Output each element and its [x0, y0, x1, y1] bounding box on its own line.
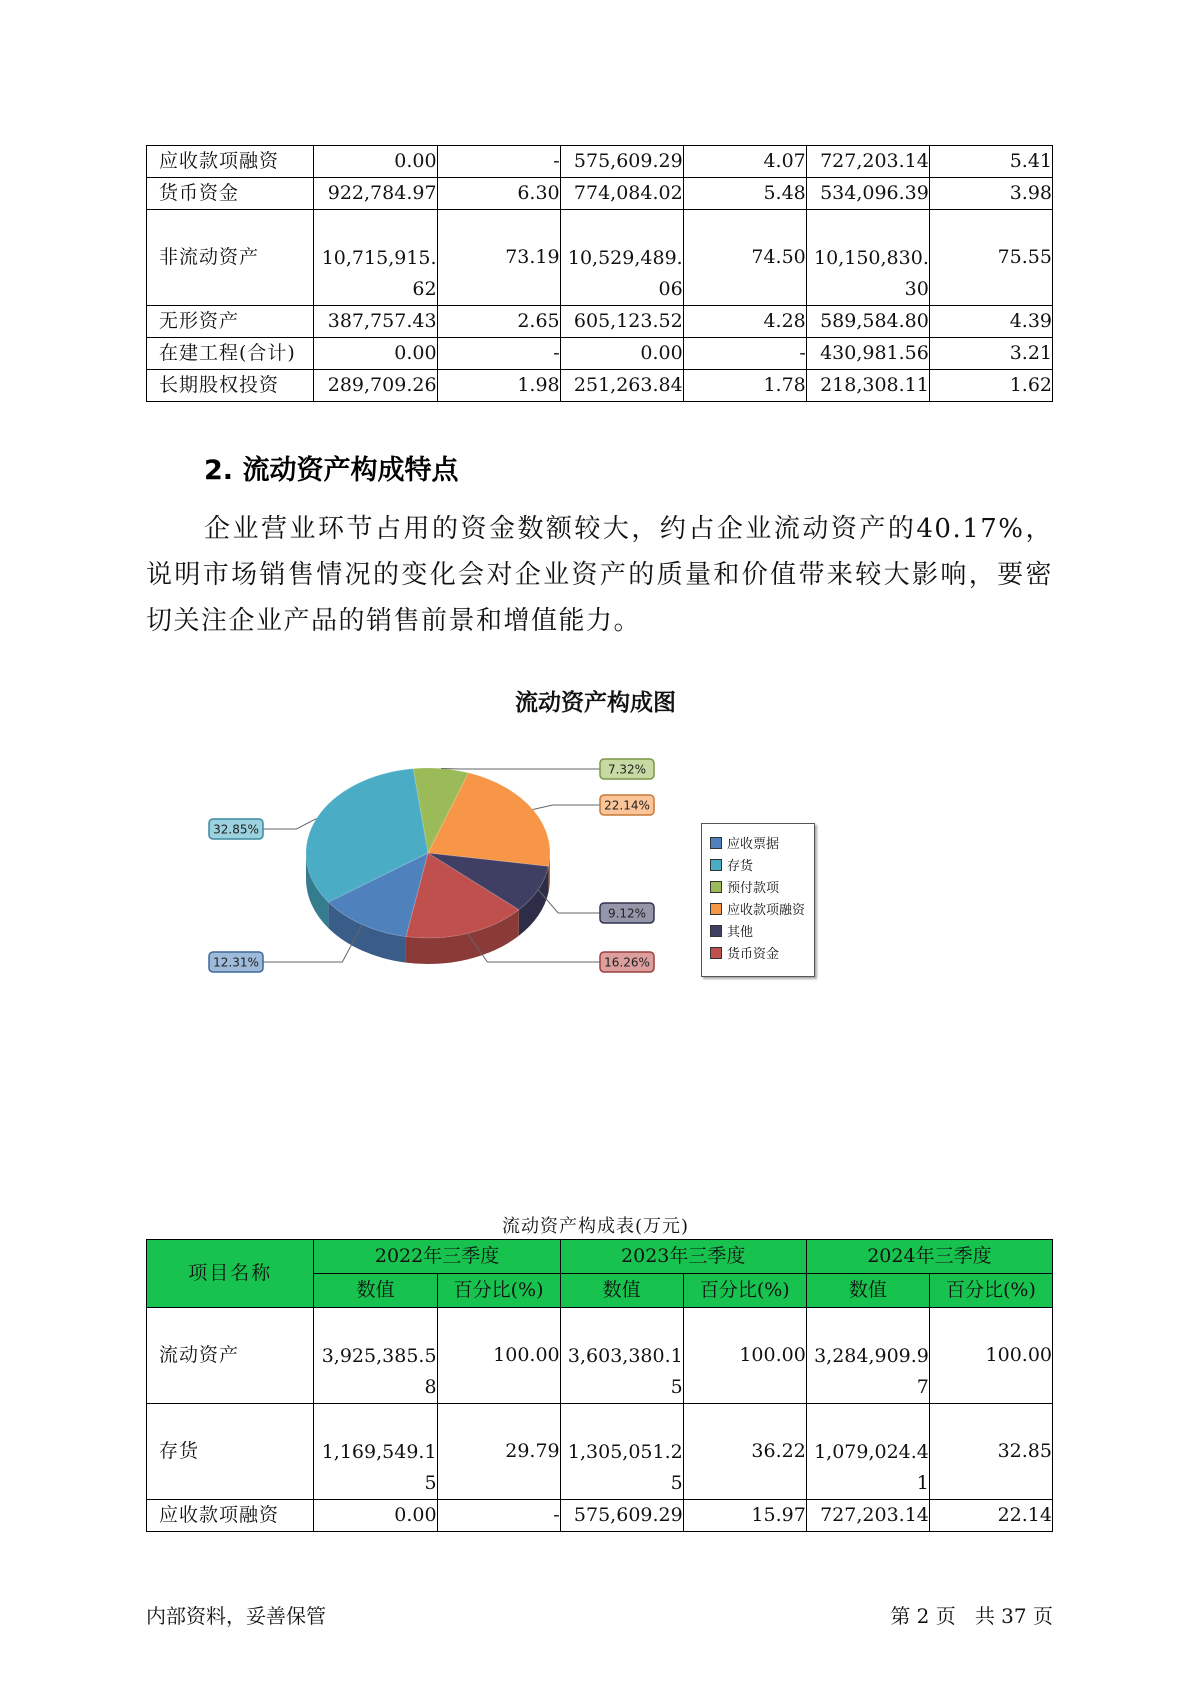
- legend-swatch: [710, 837, 722, 849]
- legend-label: 货币资金: [727, 947, 780, 962]
- row-name: 长期股权投资: [147, 370, 314, 402]
- cell-value: 10,150,830.30: [806, 210, 929, 306]
- legend-label: 应收款项融资: [727, 903, 806, 918]
- section-paragraph: 企业营业环节占用的资金数额较大，约占企业流动资产的40.17%，说明市场销售情况的变化会对企业资产的质量和价值带来较大影响，要密切关注企业产品的销售前景和增值能力。: [146, 514, 1053, 636]
- cell-percent: 6.30: [437, 178, 560, 210]
- row-name: 存货: [147, 1404, 314, 1500]
- cell-value: 0.00: [314, 338, 437, 370]
- cell-value: 589,584.80: [806, 306, 929, 338]
- leader-line: [263, 819, 316, 829]
- header-percent: 百分比(%): [929, 1274, 1052, 1308]
- cell-percent: 100.00: [437, 1308, 560, 1404]
- header-value: 数值: [314, 1274, 437, 1308]
- cell-percent: 5.41: [929, 146, 1052, 178]
- cell-value: 3,603,380.15: [560, 1308, 683, 1404]
- data-label: 16.26%: [604, 955, 650, 970]
- cell-value: 922,784.97: [314, 178, 437, 210]
- table-caption: 流动资产构成表(万元): [501, 1216, 690, 1237]
- legend-label: 预付款项: [727, 881, 780, 896]
- cell-value: 0.00: [314, 1500, 437, 1532]
- cell-value: 3,284,909.97: [806, 1308, 929, 1404]
- row-name: 无形资产: [147, 306, 314, 338]
- cell-percent: 100.00: [683, 1308, 806, 1404]
- row-name: 应收款项融资: [147, 146, 314, 178]
- header-percent: 百分比(%): [683, 1274, 806, 1308]
- header-item-name: 项目名称: [147, 1240, 314, 1308]
- legend-item: [710, 878, 814, 900]
- cell-value: 0.00: [314, 146, 437, 178]
- cell-percent: 1.62: [929, 370, 1052, 402]
- cell-value: 1,305,051.25: [560, 1404, 683, 1500]
- cell-value: 218,308.11: [806, 370, 929, 402]
- header-year: 2024年三季度: [806, 1240, 1052, 1274]
- cell-percent: 5.48: [683, 178, 806, 210]
- table-row: [147, 1500, 1053, 1532]
- cell-percent: 3.21: [929, 338, 1052, 370]
- cell-value: 575,609.29: [560, 1500, 683, 1532]
- current-assets-table: [146, 1239, 1053, 1532]
- legend-item: [710, 856, 814, 878]
- cell-percent: 73.19: [437, 210, 560, 306]
- cell-percent: 4.07: [683, 146, 806, 178]
- table-row: [147, 1308, 1053, 1404]
- cell-value: 534,096.39: [806, 178, 929, 210]
- header-value: 数值: [806, 1274, 929, 1308]
- table-row: [147, 1404, 1053, 1500]
- cell-value: 575,609.29: [560, 146, 683, 178]
- cell-percent: -: [683, 338, 806, 370]
- cell-percent: -: [437, 338, 560, 370]
- cell-percent: 29.79: [437, 1404, 560, 1500]
- row-name: 非流动资产: [147, 210, 314, 306]
- cell-percent: 2.65: [437, 306, 560, 338]
- cell-percent: 4.39: [929, 306, 1052, 338]
- cell-value: 3,925,385.58: [314, 1308, 437, 1404]
- legend-swatch: [710, 925, 722, 937]
- header-percent: 百分比(%): [437, 1274, 560, 1308]
- cell-percent: 4.28: [683, 306, 806, 338]
- cell-percent: 100.00: [929, 1308, 1052, 1404]
- legend-item: [710, 900, 814, 922]
- legend-swatch: [710, 859, 722, 871]
- header-value: 数值: [560, 1274, 683, 1308]
- data-label: 22.14%: [604, 798, 650, 813]
- cell-value: 251,263.84: [560, 370, 683, 402]
- legend-swatch: [710, 947, 722, 959]
- data-label: 7.32%: [607, 762, 647, 777]
- chart-legend: [701, 823, 815, 977]
- cell-percent: 1.98: [437, 370, 560, 402]
- chart-title: 流动资产构成图: [515, 690, 676, 716]
- data-label: 32.85%: [213, 822, 259, 837]
- legend-swatch: [710, 903, 722, 915]
- cell-percent: 15.97: [683, 1500, 806, 1532]
- cell-percent: 1.78: [683, 370, 806, 402]
- leader-line: [533, 805, 600, 809]
- cell-value: 605,123.52: [560, 306, 683, 338]
- cell-percent: 22.14: [929, 1500, 1052, 1532]
- row-name: 流动资产: [147, 1308, 314, 1404]
- cell-value: 774,084.02: [560, 178, 683, 210]
- legend-swatch: [710, 881, 722, 893]
- cell-value: 10,529,489.06: [560, 210, 683, 306]
- cell-percent: 36.22: [683, 1404, 806, 1500]
- leader-line: [441, 768, 600, 769]
- cell-percent: -: [437, 146, 560, 178]
- cell-percent: 75.55: [929, 210, 1052, 306]
- cell-value: 387,757.43: [314, 306, 437, 338]
- cell-percent: 74.50: [683, 210, 806, 306]
- cell-value: 727,203.14: [806, 146, 929, 178]
- cell-value: 1,169,549.15: [314, 1404, 437, 1500]
- section-heading: 2. 流动资产构成特点: [204, 455, 459, 486]
- row-name: 应收款项融资: [147, 1500, 314, 1532]
- legend-item: [710, 834, 814, 856]
- cell-value: 1,079,024.41: [806, 1404, 929, 1500]
- data-label: 12.31%: [213, 955, 259, 970]
- legend-label: 其他: [727, 925, 754, 940]
- row-name: 货币资金: [147, 178, 314, 210]
- legend-item: [710, 922, 814, 944]
- data-label: 9.12%: [607, 906, 647, 921]
- legend-item: [710, 944, 814, 966]
- footer-confidential-note: 内部资料，妥善保管: [146, 1604, 326, 1628]
- cell-value: 10,715,915.62: [314, 210, 437, 306]
- cell-percent: 32.85: [929, 1404, 1052, 1500]
- header-year: 2022年三季度: [314, 1240, 560, 1274]
- cell-value: 430,981.56: [806, 338, 929, 370]
- footer-page-number: 第 2 页 共 37 页: [890, 1604, 1053, 1628]
- row-name: 在建工程(合计): [147, 338, 314, 370]
- cell-value: 727,203.14: [806, 1500, 929, 1532]
- legend-label: 应收票据: [727, 837, 780, 852]
- header-year: 2023年三季度: [560, 1240, 806, 1274]
- legend-label: 存货: [727, 859, 754, 874]
- cell-value: 0.00: [560, 338, 683, 370]
- cell-percent: -: [437, 1500, 560, 1532]
- cell-value: 289,709.26: [314, 370, 437, 402]
- cell-percent: 3.98: [929, 178, 1052, 210]
